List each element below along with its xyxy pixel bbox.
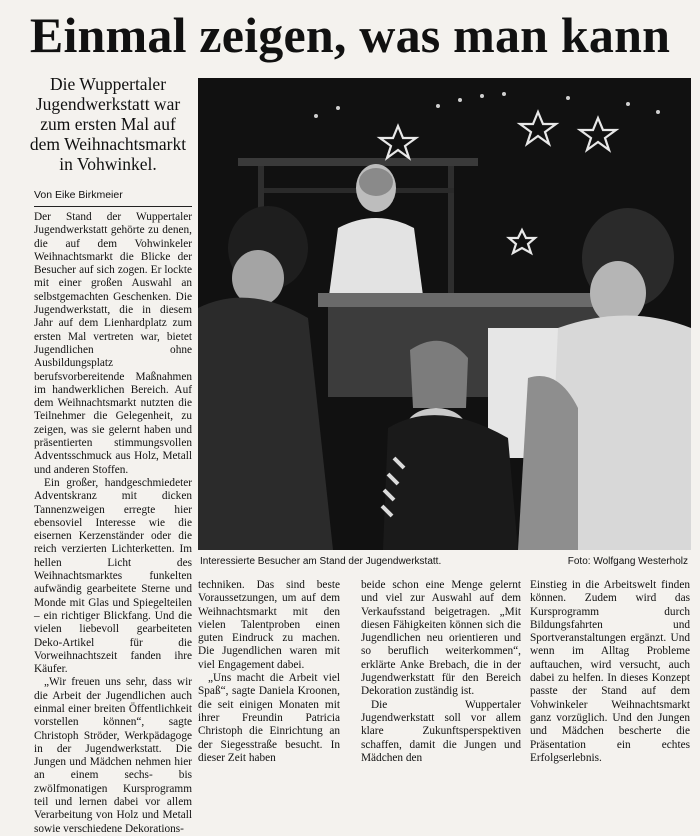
market-stall-photo [198,78,691,550]
paragraph: Die Wuppertaler Jugendwerkstatt soll vor allem klare Zukunftsperspektiven schaffen, damit die Jungen und Mädchen den [361,698,521,764]
paragraph: beide schon eine Menge gelernt und viel zur Auswahl auf dem Verkaufsstand beigetragen. „Mit diesen Fähigkeiten können sich die Jugendlichen neu orientieren und so beruflich weiterkommen“, erklärte Anke Brebach, die in der Jugendwerkstatt für den Bereich Dekoration zuständig ist. [361,579,521,698]
photo-caption: Interessierte Besucher am Stand der Jugendwerkstatt. [200,556,442,567]
paragraph: „Wir freuen uns sehr, dass wir die Arbeit der Jugendlichen auch einmal einer breiten Öffentlichkeit vorstellen können“, sagte Christoph Ströder, Werkpädagoge in der Jugendwerkstatt. Die Jungen und Mädchen nehmen hier an einem sechs- bis zwölfmonatigen Kursprogramm teil und lernen dabei vor allem Verarbeitung von Holz und Metall sowie verschiedene Dekorations- [34,676,192,835]
byline: Von Eike Birkmeier [34,189,123,201]
paragraph: „Uns macht die Arbeit viel Spaß“, sagte Daniela Kroonen, die seit einigen Monaten mit ihrer Freundin Patricia Christoph die Einrichtung an der Siegesstraße besucht. In dieser Zeit haben [198,672,340,764]
article-photo [198,78,691,550]
paragraph: Ein großer, handgeschmiedeter Adventskranz mit dicken Tannenzweigen erregte hier ebensoviel Interesse wie die eisernen Kerzenständer oder die reich verzierten Lichterketten. Im hellen Licht des Weihnachtsmarktes funkelten aufwändig gearbeitete Sterne und Monde mit Glas und Spiegelteilen – ein richtiger Blickfang. Und die vielen liebevoll gearbeiteten Deko-Artikel für die Vorweihnachtszeit fanden ihre Käufer. [34,476,192,676]
paragraph: Einstieg in die Arbeitswelt finden können. Zudem wird das Kursprogramm durch Bildungsfahrten und Sportveranstaltungen ergänzt. Und wenn im Alltag Probleme auftauchen, wird versucht, auch dabei zu helfen. In dieses Konzept passte der Stand auf dem Vohwinkeler Weihnachtsmarkt ganz vorzüglich. Und den Jungen und Mädchen bescherte die Präsentation ein echtes Erfolgserlebnis. [530,579,690,764]
photo-credit: Foto: Wolfgang Westerholz [567,556,688,567]
paragraph: Der Stand der Wuppertaler Jugendwerkstatt gehörte zu denen, die auf dem Vohwinkeler Weihnachtsmarkt die Blicke der Besucher auf sich zogen. Er lockte mit einer großen Auswahl an selbstgemachten Geschenken. Die Jugendwerkstatt, die in diesem Jahr auf dem Lienhardplatz zum ersten Mal vertreten war, bietet Jugendlichen ohne Ausbildungsplatz berufsvorbereitende Maßnahmen im handwerklichen Bereich. Auf dem Weihnachtsmarkt nutzten die Teilnehmer die Gelegenheit, zu zeigen, was sie gelernt haben und präsentierten stimmungsvollen Adventsschmuck aus Holz, Metall und anderen Stoffen. [34,211,192,476]
article-column-4 [530,579,690,764]
subheadline: Die Wuppertaler Jugendwerkstatt war zum ersten Mal auf dem Weihnachtsmarkt in Vohwinkel. [29,74,187,174]
byline-rule [34,206,192,207]
article-column-2 [198,579,340,764]
article-column-1 [34,211,192,835]
headline: Einmal zeigen, was man kann [29,7,671,63]
article-column-3 [361,579,521,764]
paragraph: techniken. Das sind beste Voraussetzungen, um auf dem Weihnachtsmarkt mit den vielen Talentproben einen guten Eindruck zu machen. Die Jugendlichen waren mit viel Engagement dabei. [198,579,340,671]
